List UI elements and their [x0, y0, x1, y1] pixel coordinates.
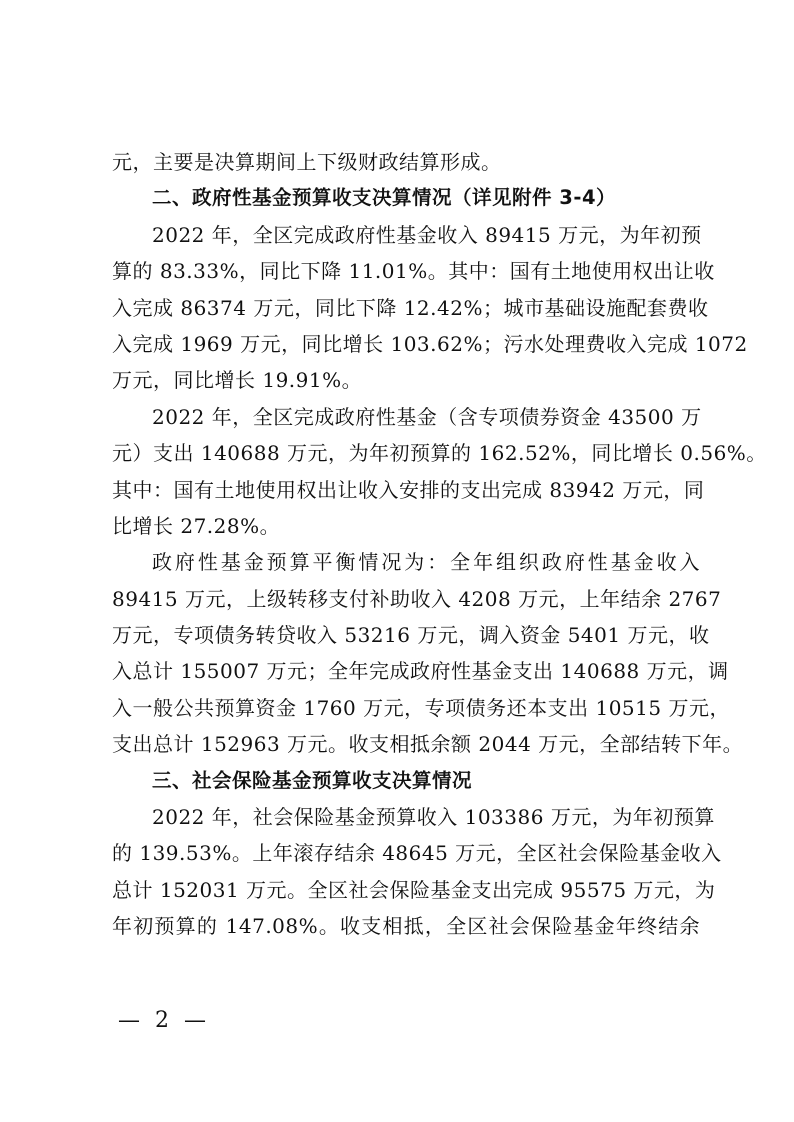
paragraph-line: 算的 83.33%，同比下降 11.01%。其中：国有土地使用权出让收 [112, 259, 715, 284]
paragraph-line: 其中：国有土地使用权出让收入安排的支出完成 83942 万元，同 [112, 477, 705, 502]
paragraph-line: 元，主要是决算期间上下级财政结算形成。 [112, 150, 502, 174]
paragraph-line: 万元，专项债务转贷收入 53216 万元，调入资金 5401 万元，收 [112, 623, 710, 648]
paragraph-line: 入完成 86374 万元，同比下降 12.42%；城市基础设施配套费收 [112, 295, 709, 320]
paragraph-line: 2022 年，全区完成政府性基金（含专项债券资金 43500 万 [152, 404, 702, 429]
page-number: — 2 — [118, 1008, 210, 1033]
paragraph-line: 总计 152031 万元。全区社会保险基金支出完成 95575 万元，为 [112, 877, 716, 902]
paragraph-line: 元）支出 140688 万元，为年初预算的 162.52%，同比增长 0.56%。 [112, 441, 767, 466]
paragraph-line: 年初预算的 147.08%。收支相抵，全区社会保险基金年终结余 [112, 914, 700, 939]
section-heading-2: 二、政府性基金预算收支决算情况（详见附件 3-4） [152, 186, 617, 210]
paragraph-line: 入完成 1969 万元，同比增长 103.62%；污水处理费收入完成 1072 [112, 331, 748, 356]
body-text [112, 144, 767, 945]
paragraph-line: 比增长 27.28%。 [112, 513, 281, 538]
paragraph-line: 2022 年，社会保险基金预算收入 103386 万元，为年初预算 [152, 805, 715, 830]
paragraph-line: 万元，同比增长 19.91%。 [112, 368, 363, 393]
paragraph-line: 入一般公共预算资金 1760 万元，专项债务还本支出 10515 万元， [112, 695, 730, 720]
paragraph-line: 政府性基金预算平衡情况为：全年组织政府性基金收入 [152, 550, 700, 575]
paragraph-line: 2022 年，全区完成政府性基金收入 89415 万元，为年初预 [152, 222, 702, 247]
paragraph-line: 入总计 155007 万元；全年完成政府性基金支出 140688 万元，调 [112, 659, 729, 684]
paragraph-line: 支出总计 152963 万元。收支相抵余额 2044 万元，全部结转下年。 [112, 732, 744, 757]
paragraph-line: 的 139.53%。上年滚存结余 48645 万元，全区社会保险基金收入 [112, 841, 722, 866]
paragraph-line: 89415 万元，上级转移支付补助收入 4208 万元，上年结余 2767 [112, 586, 722, 611]
section-heading-3: 三、社会保险基金预算收支决算情况 [152, 768, 473, 792]
